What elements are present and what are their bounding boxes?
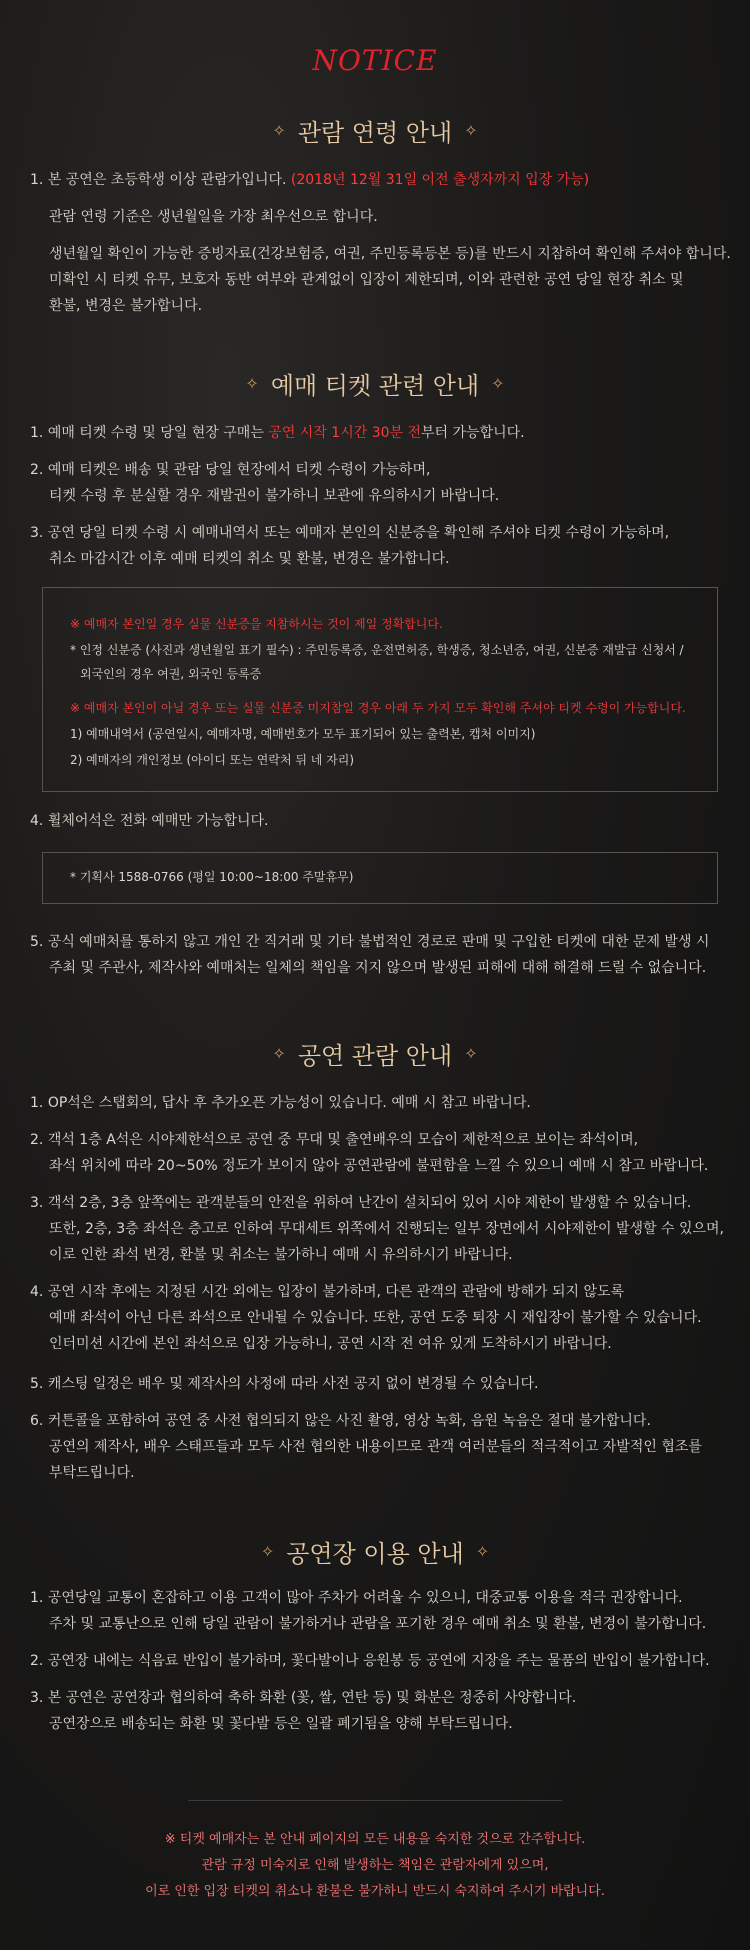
ornament-icon: ✧ <box>272 1044 286 1063</box>
viewing-item-5: 5. 캐스팅 일정은 배우 및 제작사의 사정에 따라 사전 공지 없이 변경될 수 있습니다. <box>30 1376 539 1392</box>
section-title-age <box>0 113 750 148</box>
age-note-1: 관람 연령 기준은 생년월일을 가장 최우선으로 합니다. <box>49 209 378 225</box>
section-title-viewing <box>0 1036 750 1071</box>
ticket-item-1: 1. 예매 티켓 수령 및 당일 현장 구매는 공연 시작 1시간 30분 전부터 가능합니다. <box>30 425 525 441</box>
section-title-text: 관람 연령 안내 <box>297 119 453 147</box>
viewing-item-6: 6. 커튼콜을 포함하여 공연 중 사전 협의되지 않은 사진 촬영, 영상 녹화, 음원 녹음은 절대 불가합니다. 공연의 제작사, 배우 스태프들과 모두 사전 협의한 내용이므로 관객 여러분들의 적극적이고 자발적인 협조를 부탁드립니다. <box>30 1413 702 1481</box>
ornament-icon: ✧ <box>272 121 286 140</box>
ornament-icon: ✧ <box>464 1044 478 1063</box>
section-title-text: 공연장 이용 안내 <box>286 1540 464 1568</box>
viewing-item-3: 3. 객석 2층, 3층 앞쪽에는 관객분들의 안전을 위하여 난간이 설치되어 있어 시야 제한이 발생할 수 있습니다. 또한, 2층, 3층 좌석은 층고로 인하여 무대세트 위쪽에서 진행되는 일부 장면에서 시야제한이 발생할 수 있으며, 이로 인한 좌석 변경, 환불 및 취소는 불가하니 예매 시 유의하시기 바랍니다. <box>30 1195 724 1263</box>
viewing-item-2: 2. 객석 1층 A석은 시야제한석으로 공연 중 무대 및 출연배우의 모습이 제한적으로 보이는 좌석이며, 좌석 위치에 따라 20~50% 정도가 보이지 않아 공연관람에 불편함을 느낄 수 있으니 예매 시 참고 바랍니다. <box>30 1132 709 1174</box>
section-title-venue <box>0 1534 750 1569</box>
id-list-line2: 외국인의 경우 여권, 외국인 등록증 <box>80 667 262 681</box>
ticket-item-2: 2. 예매 티켓은 배송 및 관람 당일 현장에서 티켓 수령이 가능하며, 티켓 수령 후 분실할 경우 재발권이 불가하니 보관에 유의하시기 바랍니다. <box>30 462 500 504</box>
ticket-item-4: 4. 휠체어석은 전화 예매만 가능합니다. <box>30 813 269 829</box>
divider <box>188 1800 562 1801</box>
id-warning-2: ※ 예매자 본인이 아닐 경우 또는 실물 신분증 미지참일 경우 아래 두 가지 모두 확인해 주셔야 티켓 수령이 가능합니다. <box>70 701 686 715</box>
ornament-icon: ✧ <box>260 1542 275 1561</box>
age-item-1: 1. 본 공연은 초등학생 이상 관람가입니다. (2018년 12월 31일 이전 출생자까지 입장 가능) <box>30 172 590 188</box>
viewing-item-4: 4. 공연 시작 후에는 지정된 시간 외에는 입장이 불가하며, 다른 관객의 관람에 방해가 되지 않도록 예매 좌석이 아닌 다른 좌석으로 안내될 수 있습니다. 또한, 공연 도중 퇴장 시 재입장이 불가할 수 있습니다. 인터미션 시간에 본인 좌석으로 입장 가능하니, 공연 시작 전 여유 있게 도착하시기 바랍니다. <box>30 1284 702 1352</box>
footer-line-2: 관람 규정 미숙지로 인해 발생하는 책임은 관람자에게 있으며, <box>201 1858 549 1873</box>
id-info-box <box>42 587 718 792</box>
footer-line-1: ※ 티켓 예매자는 본 안내 페이지의 모든 내용을 숙지한 것으로 간주합니다. <box>164 1832 586 1847</box>
ornament-icon: ✧ <box>491 374 505 393</box>
id-warning-1: ※ 예매자 본인일 경우 실물 신분증을 지참하시는 것이 제일 정확합니다. <box>70 617 443 631</box>
section-title-text: 공연 관람 안내 <box>297 1042 453 1070</box>
contact-text: * 기획사 1588-0766 (평일 10:00~18:00 주말휴무) <box>70 870 354 884</box>
id-option-2: 2) 예매자의 개인정보 (아이디 또는 연락처 뒤 네 자리) <box>70 753 355 767</box>
notice-title: NOTICE <box>312 44 438 77</box>
venue-item-2: 2. 공연장 내에는 식음료 반입이 불가하며, 꽃다발이나 응원봉 등 공연에 지장을 주는 물품의 반입이 불가합니다. <box>30 1653 710 1669</box>
age-note-2-line2: 미확인 시 티켓 유무, 보호자 동반 여부와 관계없이 입장이 제한되며, 이와 관련한 공연 당일 현장 취소 및 <box>49 272 684 288</box>
age-note-2-line1: 생년월일 확인이 가능한 증빙자료(건강보험증, 여권, 주민등록등본 등)를 반드시 지참하여 확인해 주셔야 합니다. <box>49 246 731 262</box>
ticket-item-3: 3. 공연 당일 티켓 수령 시 예매내역서 또는 예매자 본인의 신분증을 확인해 주셔야 티켓 수령이 가능하며, 취소 마감시간 이후 예매 티켓의 취소 및 환불, 변경은 불가합니다. <box>30 525 670 567</box>
ornament-icon: ✧ <box>464 121 478 140</box>
viewing-item-1: 1. OP석은 스탭회의, 답사 후 추가오픈 가능성이 있습니다. 예매 시 참고 바랍니다. <box>30 1095 531 1111</box>
venue-item-1: 1. 공연당일 교통이 혼잡하고 이용 고객이 많아 주차가 어려울 수 있으니, 대중교통 이용을 적극 권장합니다. 주차 및 교통난으로 인해 당일 관람이 불가하거나 관람을 포기한 경우 예매 취소 및 환불, 변경이 불가합니다. <box>30 1590 707 1632</box>
footer-line-3: 이로 인한 입장 티켓의 취소나 환불은 불가하니 반드시 숙지하여 주시기 바랍니다. <box>145 1884 605 1899</box>
ornament-icon: ✧ <box>245 374 259 393</box>
id-list-line1: * 인정 신분증 (사진과 생년월일 표기 필수) : 주민등록증, 운전면허증, 학생증, 청소년증, 여권, 신분증 재발급 신청서 / <box>70 643 684 657</box>
venue-item-3: 3. 본 공연은 공연장과 협의하여 축하 화환 (꽃, 쌀, 연탄 등) 및 화분은 정중히 사양합니다. 공연장으로 배송되는 화환 및 꽃다발 등은 일괄 폐기됨을 양해 부탁드립니다. <box>30 1690 577 1732</box>
section-title-text: 예매 티켓 관련 안내 <box>270 372 480 400</box>
age-note-2-line3: 환불, 변경은 불가합니다. <box>49 298 203 314</box>
section-title-ticket <box>0 366 750 401</box>
contact-box <box>42 852 718 904</box>
footer-notice <box>0 1827 750 1905</box>
ticket-item-5: 5. 공식 예매처를 통하지 않고 개인 간 직거래 및 기타 불법적인 경로로 판매 및 구입한 티켓에 대한 문제 발생 시 주최 및 주관사, 제작사와 예매처는 일체의 책임을 지지 않으며 발생된 피해에 대해 해결해 드릴 수 없습니다. <box>30 934 710 976</box>
ornament-icon: ✧ <box>475 1542 490 1561</box>
id-option-1: 1) 예매내역서 (공연일시, 예매자명, 예매번호가 모두 표기되어 있는 출력본, 캡처 이미지) <box>70 727 536 741</box>
